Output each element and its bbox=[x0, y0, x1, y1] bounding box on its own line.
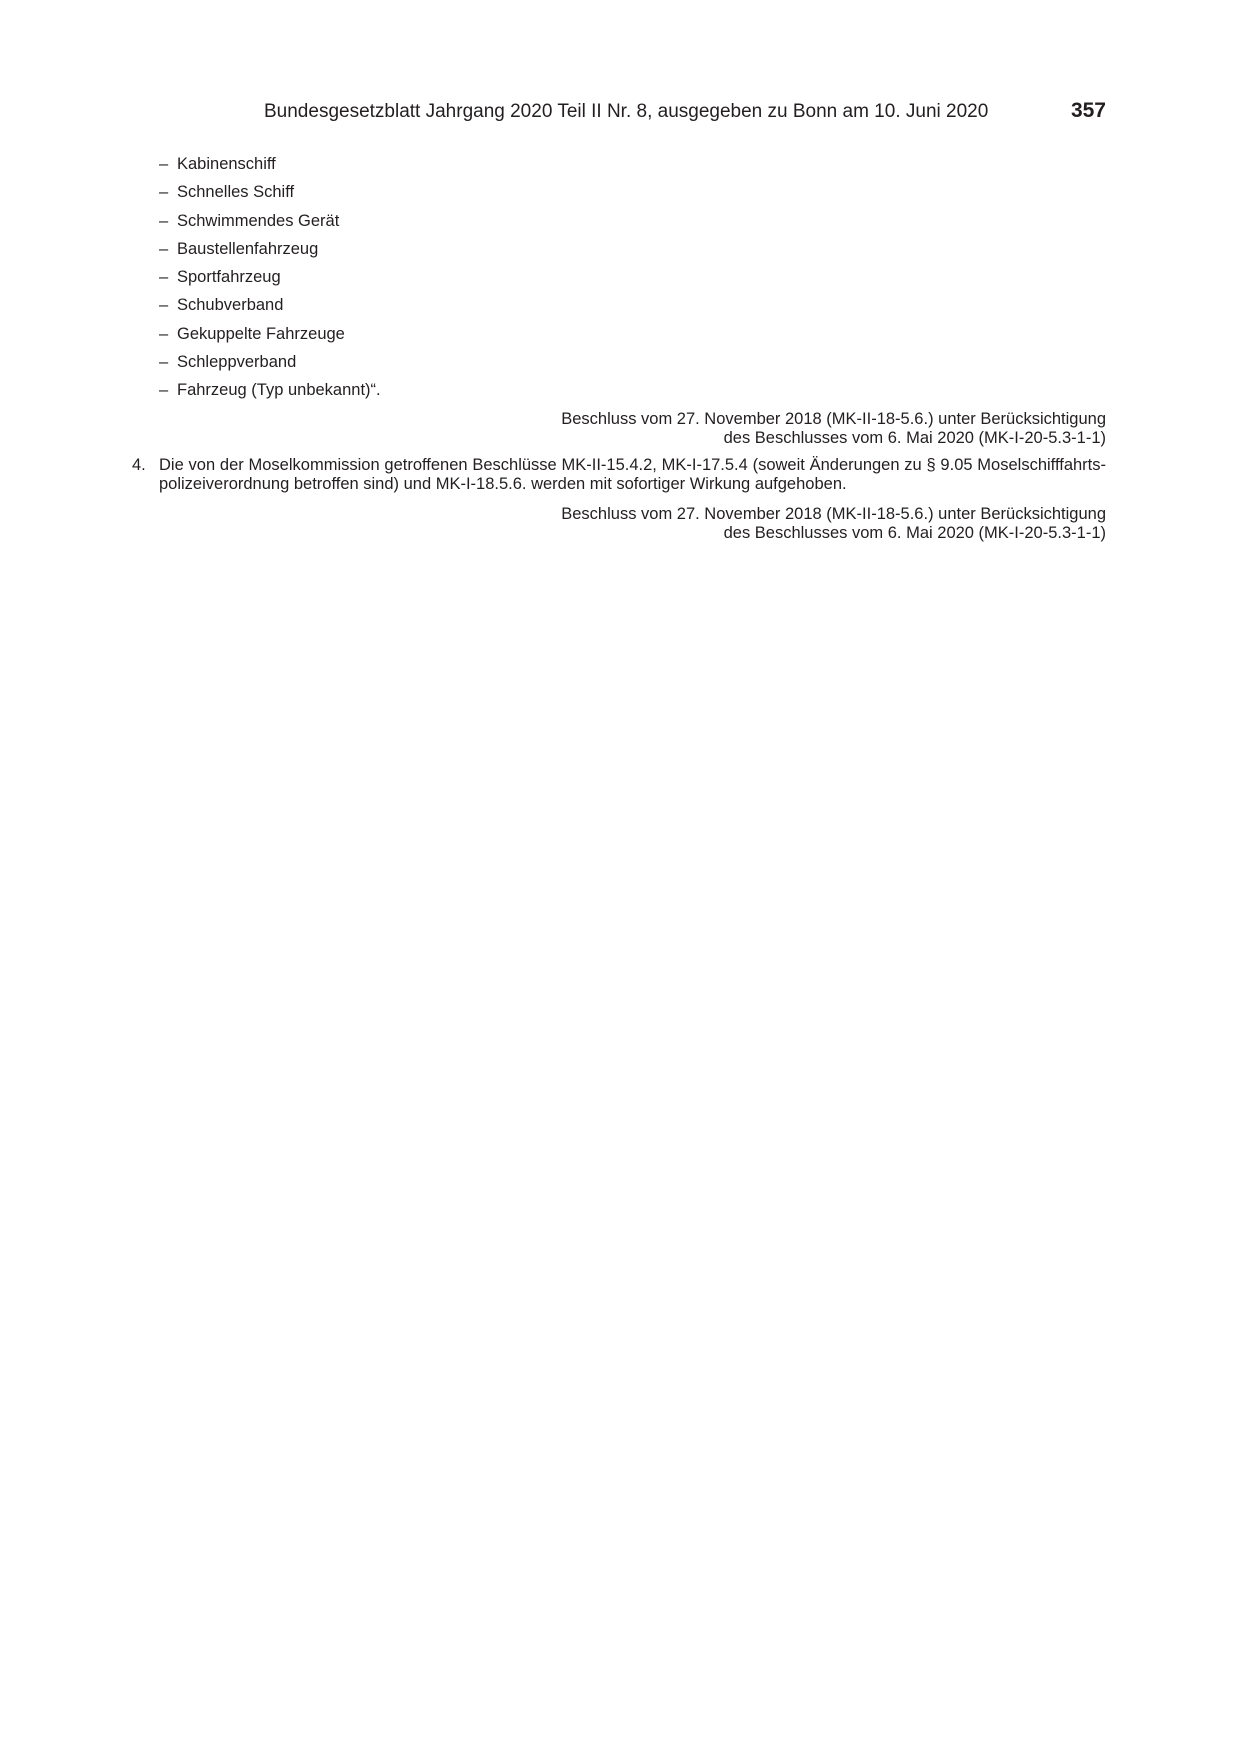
reference-line: des Beschlusses vom 6. Mai 2020 (MK-I-20-5.3-1-1) bbox=[723, 429, 1106, 447]
list-item-text: Kabinenschiff bbox=[177, 155, 276, 173]
reference-line: Beschluss vom 27. November 2018 (MK-II-18-5.6.) unter Berücksichtigung bbox=[561, 505, 1106, 523]
list-item bbox=[159, 239, 381, 267]
page-number: 357 bbox=[1070, 99, 1106, 122]
list-item bbox=[159, 182, 381, 210]
list-item-text: Schleppverband bbox=[177, 353, 297, 372]
list-dash: – bbox=[159, 324, 169, 343]
list-item bbox=[159, 211, 381, 239]
reference-line: des Beschlusses vom 6. Mai 2020 (MK-I-20-5.3-1-1) bbox=[723, 524, 1106, 542]
point-text-line: polizeiverordnung betroffen sind) und MK-I-18.5.6. werden mit sofortiger Wirkung aufgehoben. bbox=[159, 475, 847, 493]
list-item bbox=[159, 267, 381, 295]
list-item-text: Gekuppelte Fahrzeuge bbox=[177, 324, 345, 343]
list-item bbox=[159, 154, 381, 182]
list-item-text: Schwimmendes Gerät bbox=[177, 211, 340, 230]
list-item-text: Fahrzeug (Typ unbekannt)“. bbox=[177, 381, 381, 400]
vessel-type-list bbox=[159, 154, 381, 409]
list-item bbox=[159, 295, 381, 323]
resolution-reference bbox=[561, 410, 1106, 448]
list-dash: – bbox=[159, 183, 169, 202]
list-dash: – bbox=[159, 268, 169, 287]
list-item bbox=[159, 324, 381, 352]
page-header bbox=[132, 98, 1106, 126]
list-dash: – bbox=[159, 296, 169, 315]
list-item-text: Sportfahrzeug bbox=[177, 268, 281, 287]
header-title: Bundesgesetzblatt Jahrgang 2020 Teil II Nr. 8, ausgegeben zu Bonn am 10. Juni 2020 bbox=[264, 101, 989, 122]
list-dash: – bbox=[159, 353, 169, 372]
reference-line: Beschluss vom 27. November 2018 (MK-II-18-5.6.) unter Berücksichtigung bbox=[561, 410, 1106, 428]
list-item-text: Schubverband bbox=[177, 296, 284, 315]
point-text-line: Die von der Moselkommission getroffenen Beschlüsse MK-II-15.4.2, MK-I-17.5.4 (soweit Änderungen zu § 9.05 Moselschifffahrts- bbox=[159, 456, 1106, 474]
list-item-text: Baustellenfahrzeug bbox=[177, 239, 319, 258]
list-dash: – bbox=[159, 239, 169, 258]
list-item bbox=[159, 380, 381, 408]
list-item bbox=[159, 352, 381, 380]
list-item-text: Schnelles Schiff bbox=[177, 183, 295, 202]
point-text bbox=[159, 456, 1106, 494]
point-number: 4. bbox=[132, 456, 146, 474]
list-dash: – bbox=[159, 381, 169, 400]
resolution-reference bbox=[561, 505, 1106, 543]
list-dash: – bbox=[159, 155, 169, 173]
list-dash: – bbox=[159, 211, 169, 230]
